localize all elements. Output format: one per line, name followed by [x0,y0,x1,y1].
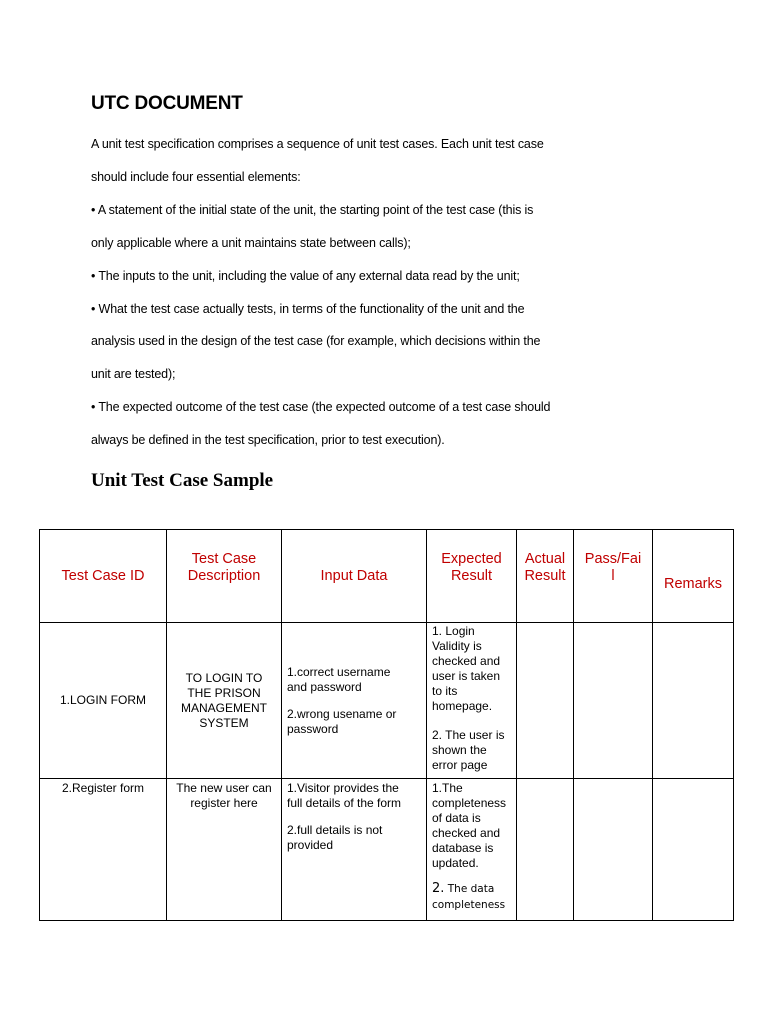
header-remarks [653,530,734,623]
header-label: Remarks [663,575,722,592]
bullet-line: • A statement of the initial state of the unit, the starting point of the test case (this is [91,203,534,217]
header-label: l [611,568,615,584]
header-label: Pass/Fai [584,551,642,567]
description-cell [167,623,282,779]
description-line: SYSTEM [199,715,249,730]
actual-result-cell [517,779,574,921]
input-line: 2.wrong usename or [287,706,397,721]
header-label: Result [524,568,566,584]
input-data-cell [282,623,427,779]
bullet-line: always be defined in the test specification, prior to test execution). [91,433,445,447]
bullet-line: • The inputs to the unit, including the value of any external data read by the unit; [91,269,520,283]
header-label: Description [187,568,261,584]
intro-paragraph-line: A unit test specification comprises a sequence of unit test cases. Each unit test case [91,137,544,151]
pass-fail-cell [574,779,653,921]
header-label: Test Case [191,551,257,567]
input-line: 2.full details is not [287,823,383,837]
test-case-id-cell [40,779,167,921]
expected-line: user is taken [432,669,501,683]
input-line: provided [287,838,334,852]
expected-result-cell [427,623,517,779]
description-line: register here [190,796,258,810]
bullet-line: only applicable where a unit maintains state between calls); [91,236,411,250]
input-line: password [287,721,339,736]
expected-result-cell [427,779,517,921]
expected-line: shown the [432,743,487,757]
expected-line: of data is [432,811,481,825]
description-cell [167,779,282,921]
expected-line: 1. Login [432,624,475,638]
header-label: Result [450,568,493,584]
expected-number: 2. [432,881,445,896]
expected-line: Validity is [432,639,482,653]
header-test-case-description [167,530,282,623]
expected-line: checked and [432,826,501,840]
input-line: and password [287,679,362,694]
expected-line: homepage. [432,699,493,713]
test-case-id-cell [40,623,167,779]
remarks-cell [653,623,734,779]
header-pass-fail [574,530,653,623]
description-line: The new user can [176,781,272,795]
input-data-cell [282,779,427,921]
input-line: full details of the form [287,796,402,810]
expected-line: The data [444,883,495,895]
bullet-line: • The expected outcome of the test case (the expected outcome of a test case should [91,400,551,414]
expected-line: completeness [432,898,506,911]
description-line: THE PRISON [187,685,261,700]
description-line: TO LOGIN TO [185,670,263,685]
table-row [40,779,734,921]
expected-line: checked and [432,654,501,668]
expected-line: updated. [432,856,479,870]
intro-paragraph-line: should include four essential elements: [91,170,301,184]
input-line: 1.correct username [287,664,391,679]
expected-line: database is [432,841,494,855]
bullet-line: analysis used in the design of the test case (for example, which decisions within the [91,334,541,348]
test-case-id: 2.Register form [61,781,145,795]
header-label: Expected [441,551,502,567]
expected-line: error page [432,758,488,772]
bullet-line: unit are tested); [91,367,176,381]
test-case-id: 1.LOGIN FORM [59,693,146,707]
unit-test-case-table [39,529,734,921]
pass-fail-cell [574,623,653,779]
expected-line: to its [432,684,458,698]
header-input-data [282,530,427,623]
expected-line: 1.The [432,781,463,795]
header-actual-result [517,530,574,623]
header-label: Input Data [320,567,388,584]
remarks-cell [653,779,734,921]
table-row [40,623,734,779]
header-label: Actual [524,551,566,567]
table-header-row [40,530,734,623]
header-expected-result [427,530,517,623]
expected-line: completeness [432,796,507,810]
input-line: 1.Visitor provides the [287,781,399,795]
document-title: UTC DOCUMENT [91,93,243,114]
expected-line: 2. The user is [432,728,505,742]
actual-result-cell [517,623,574,779]
bullet-line: • What the test case actually tests, in terms of the functionality of the unit and the [91,302,525,316]
description-line: MANAGEMENT [180,700,267,715]
header-label: Test Case ID [61,567,145,584]
header-test-case-id [40,530,167,623]
section-heading: Unit Test Case Sample [91,470,274,491]
